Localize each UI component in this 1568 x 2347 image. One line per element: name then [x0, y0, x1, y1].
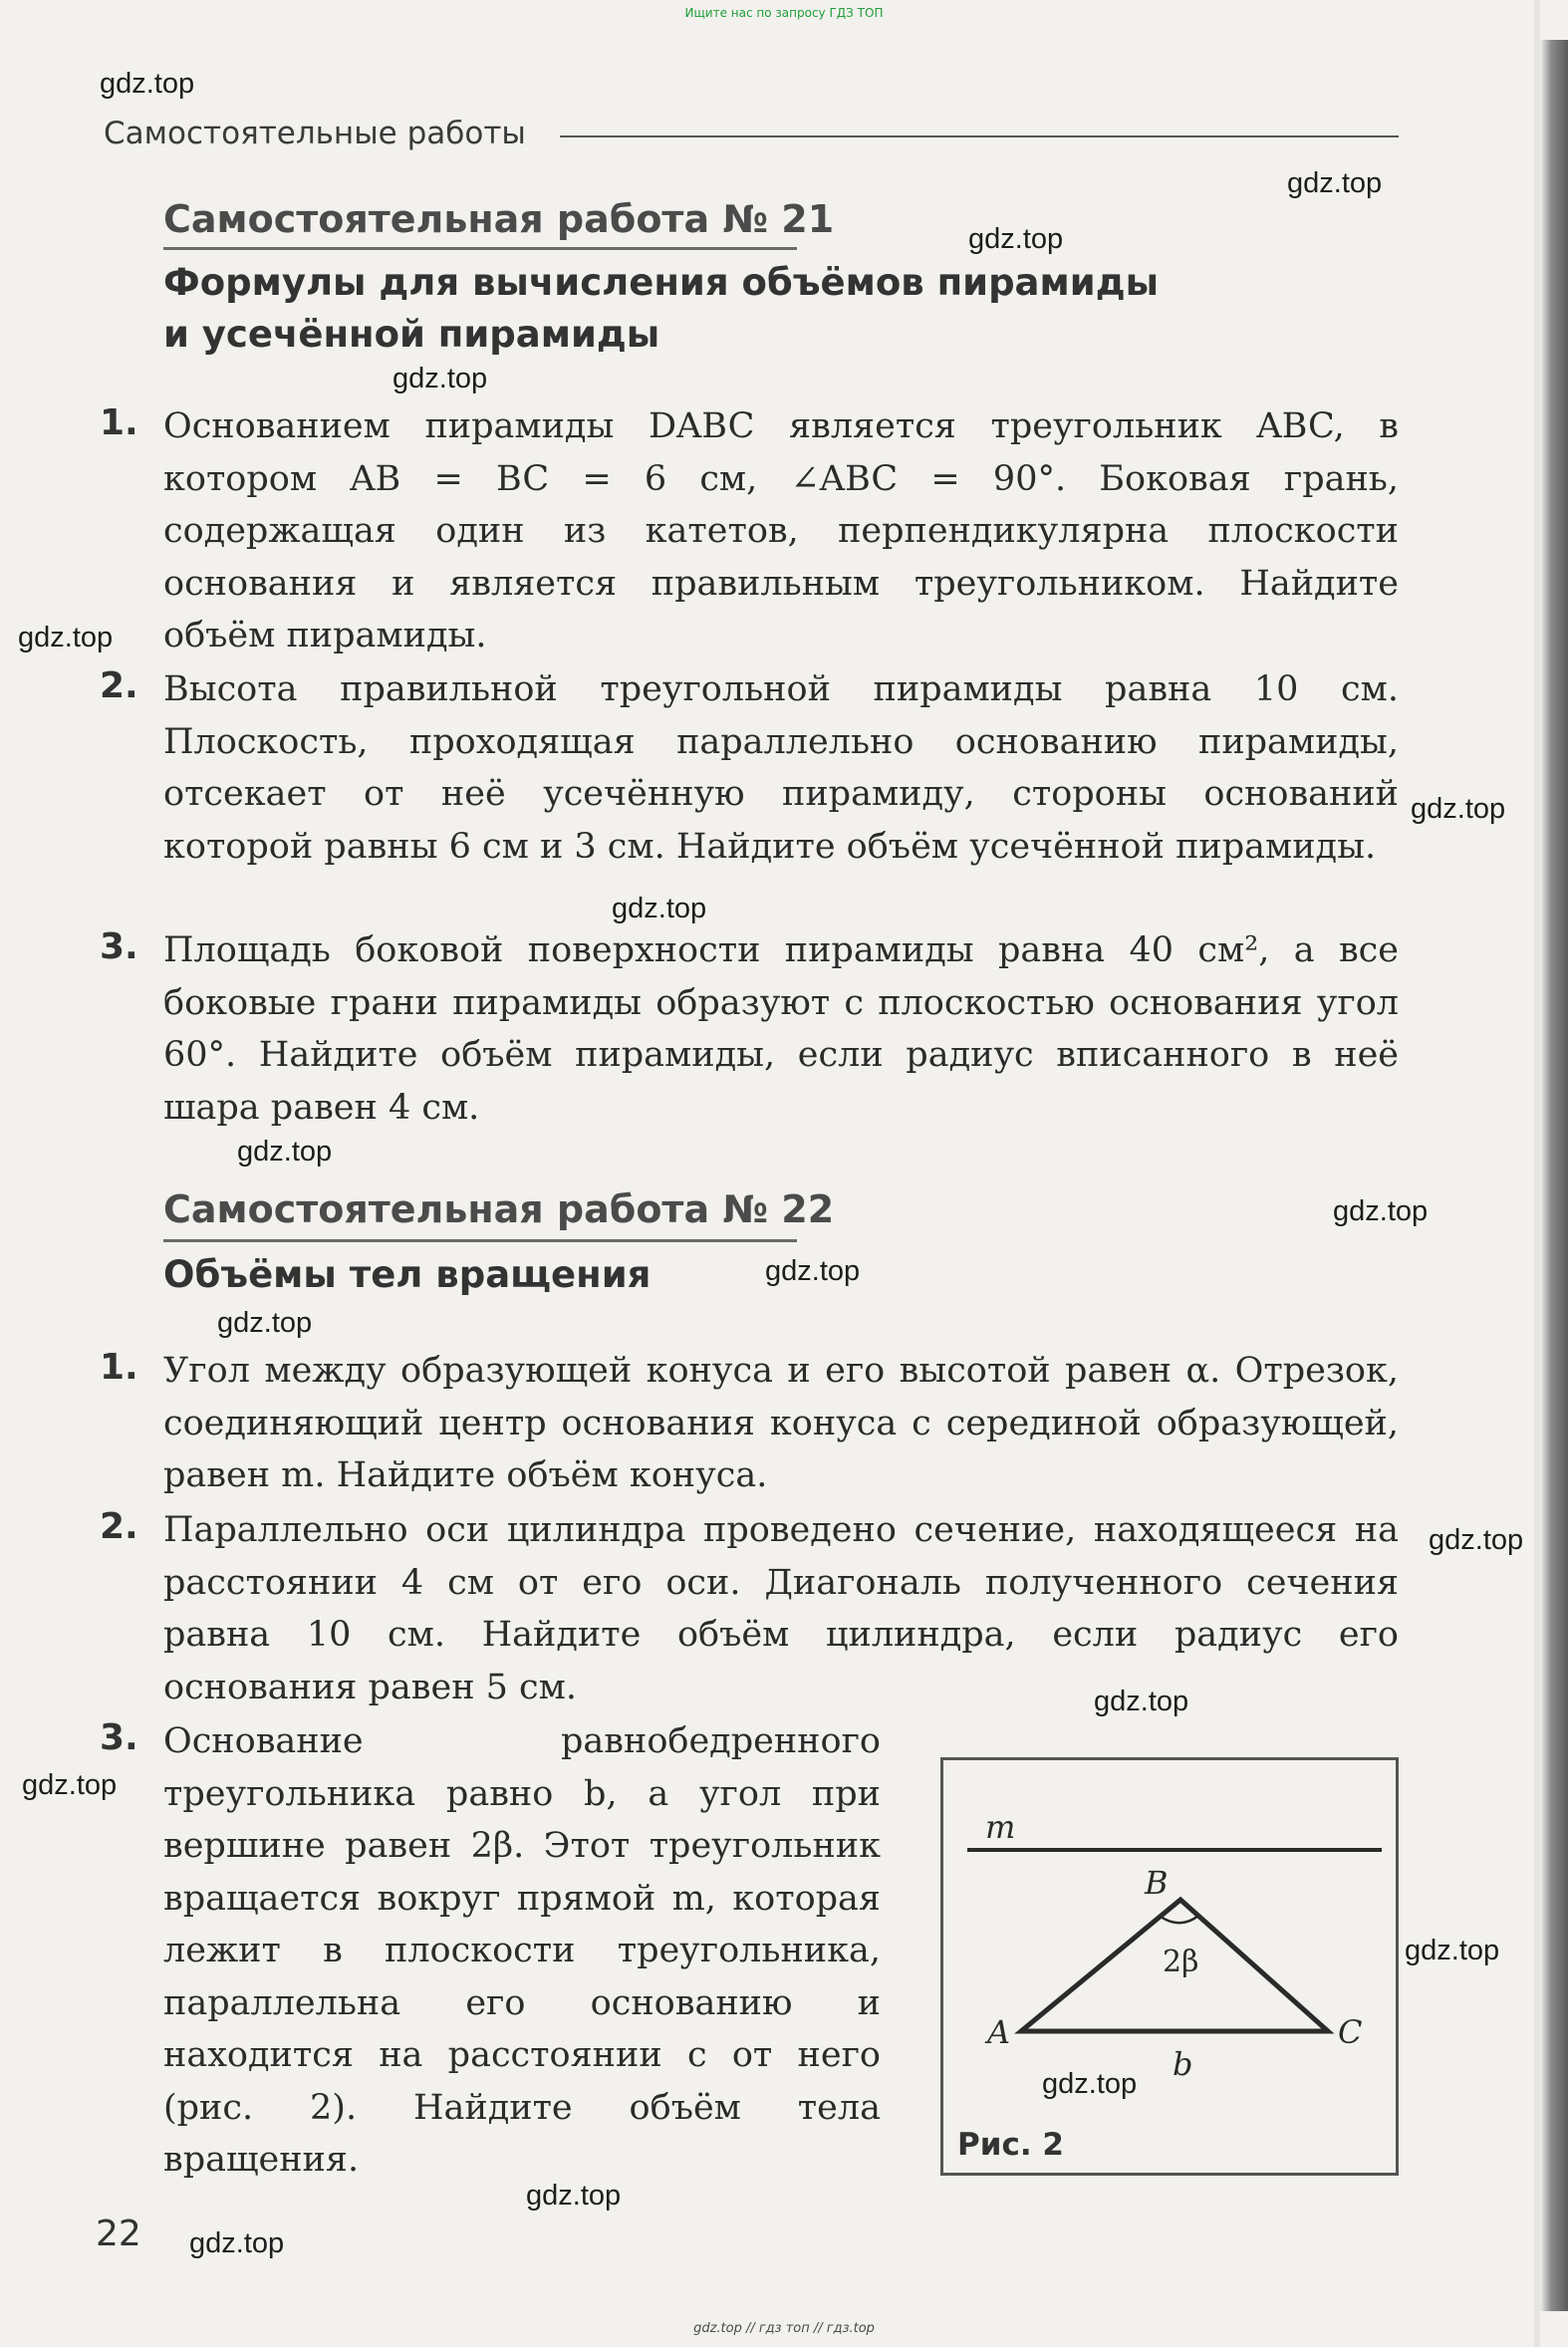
task-22-3-text: Основание равнобедренного треугольника равно b, а угол при вершине равен 2β. Этот треугольник вращается вокруг прямой m, которая лежит в плоскости треугольника, параллельна его основанию и находится на расстоянии c от него (рис. 2). Найдите объём тела вращения.	[163, 1721, 881, 2180]
page-edge-shadow	[1540, 40, 1568, 2311]
task-22-3-number: 3.	[100, 1717, 138, 1758]
work-21-title-underline	[163, 247, 797, 250]
task-22-2-text: Параллельно оси цилиндра проведено сечение, находящееся на расстоянии 4 см от его оси. Диагональ полученного сечения равна 10 см. Найдите объём цилиндра, если радиус его основания равен 5 см.	[163, 1510, 1399, 1707]
watermark: gdz.top	[1333, 1195, 1429, 1227]
watermark: gdz.top	[217, 1307, 313, 1339]
watermark: gdz.top	[968, 223, 1064, 255]
task-21-2-text: Высота правильной треугольной пирамиды равна 10 см. Плоскость, проходящая параллельно основанию пирамиды, отсекает от неё усечённую пирамиду, стороны оснований которой равны 6 см и 3 см. Найдите объём усечённой пирамиды.	[163, 669, 1399, 867]
label-angle-2beta: 2β	[1163, 1945, 1199, 1979]
label-a-vertex: A	[987, 2013, 1011, 2051]
angle-arc-b	[1161, 1916, 1198, 1923]
figure-2	[940, 1757, 1399, 2176]
task-21-3-number: 3.	[100, 926, 138, 967]
watermark: gdz.top	[392, 363, 488, 394]
task-22-1-text: Угол между образующей конуса и его высотой равен α. Отрезок, соединяющий центр основания конуса с серединой образующей, равен m. Найдите объём конуса.	[163, 1351, 1399, 1495]
work-22-topic: Объёмы тел вращения	[163, 1253, 652, 1296]
figure-2-drawing	[943, 1760, 1396, 2173]
header-rule	[560, 135, 1399, 137]
work-21-topic-line1: Формулы для вычисления объёмов пирамиды	[163, 261, 1160, 304]
watermark: gdz.top	[100, 68, 195, 100]
watermark: gdz.top	[612, 893, 707, 924]
figure-caption: Рис. 2	[957, 2127, 1064, 2163]
watermark: gdz.top	[765, 1255, 861, 1287]
task-21-2-number: 2.	[100, 665, 138, 706]
watermark: gdz.top	[1429, 1524, 1524, 1556]
watermark: gdz.top	[18, 622, 114, 653]
running-header: Самостоятельные работы	[104, 116, 526, 151]
watermark: gdz.top	[1042, 2068, 1138, 2100]
bottom-note: gdz.top // гдз топ // гдз.top	[693, 2321, 875, 2336]
task-21-1-number: 1.	[100, 402, 138, 443]
page-number: 22	[96, 2214, 141, 2254]
watermark: gdz.top	[237, 1136, 333, 1168]
watermark: gdz.top	[1405, 1935, 1500, 1966]
work-21-title: Самостоятельная работа № 21	[163, 197, 835, 241]
task-22-2-number: 2.	[100, 1506, 138, 1547]
work-22-title-underline	[163, 1239, 797, 1242]
watermark: gdz.top	[189, 2227, 285, 2259]
task-22-1-number: 1.	[100, 1347, 138, 1388]
label-b-vertex: B	[1145, 1864, 1169, 1902]
label-base-b: b	[1173, 2045, 1193, 2083]
top-note: Ищите нас по запросу ГДЗ ТОП	[684, 6, 884, 20]
label-m: m	[985, 1808, 1016, 1846]
task-21-1-text: Основанием пирамиды DABC является треугольник ABC, в котором AB = BC = 6 см, ∠ABC = 90°. Боковая грань, содержащая один из катетов, перпендикулярна плоскости основания и является правильным треугольником. Найдите объём пирамиды.	[163, 406, 1399, 655]
work-21-topic-line2: и усечённой пирамиды	[163, 313, 660, 356]
watermark: gdz.top	[1411, 793, 1506, 825]
watermark: gdz.top	[1287, 167, 1383, 199]
task-21-3-text: Площадь боковой поверхности пирамиды равна 40 см², а все боковые грани пирамиды образуют с плоскостью основания угол 60°. Найдите объём пирамиды, если радиус вписанного в неё шара равен 4 см.	[163, 930, 1399, 1128]
watermark: gdz.top	[1094, 1686, 1189, 1717]
label-c-vertex: C	[1338, 2013, 1363, 2051]
watermark: gdz.top	[526, 2180, 622, 2212]
watermark: gdz.top	[22, 1769, 118, 1801]
work-22-title: Самостоятельная работа № 22	[163, 1187, 835, 1231]
work-21-topic	[163, 257, 1159, 361]
